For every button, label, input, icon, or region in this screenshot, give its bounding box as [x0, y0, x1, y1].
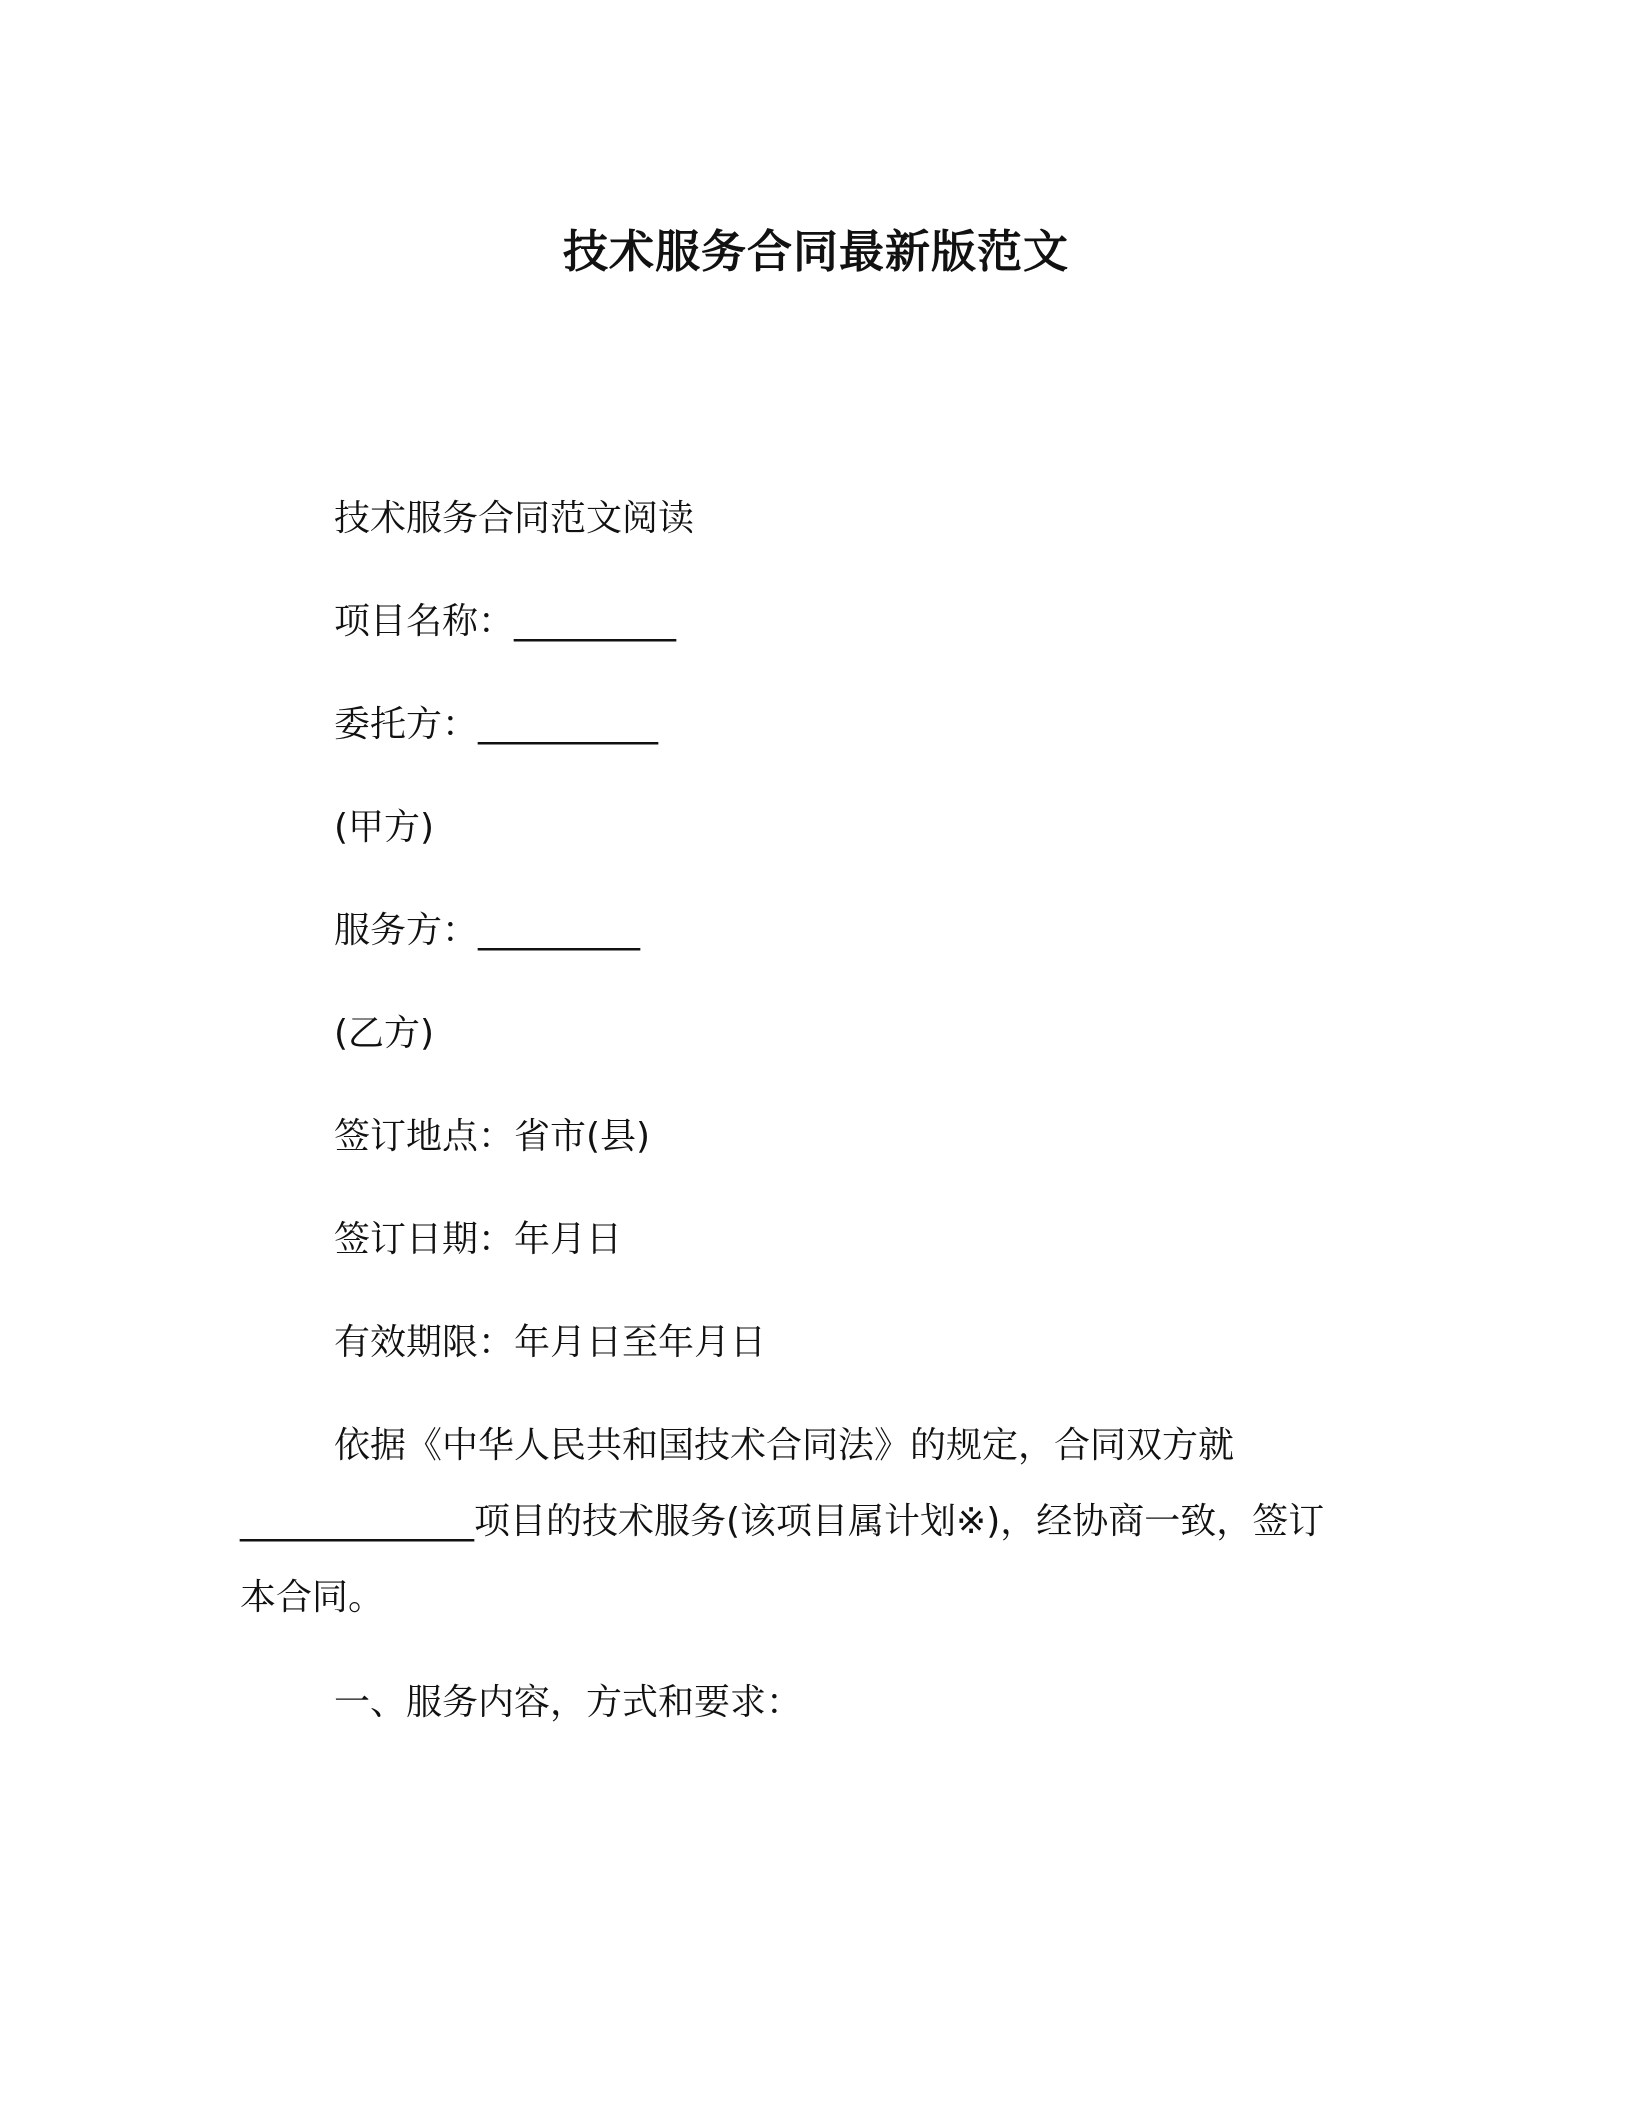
party-a-label: (甲方): [334, 807, 435, 848]
signing-date-field: 签订日期：年月日: [334, 1219, 623, 1260]
paragraph-line-1: 依据《中华人民共和国技术合同法》的规定，合同双方就: [334, 1425, 1235, 1466]
client-field: 委托方：__________: [334, 704, 659, 745]
signing-place-field: 签订地点：省市(县): [334, 1116, 651, 1157]
document-title: 技术服务合同最新版范文: [562, 225, 1069, 278]
section-heading: 一、服务内容，方式和要求：: [334, 1682, 803, 1723]
document-subtitle: 技术服务合同范文阅读: [334, 498, 695, 539]
validity-period-field: 有效期限：年月日至年月日: [334, 1322, 767, 1363]
party-b-label: (乙方): [334, 1013, 435, 1054]
paragraph-line-2: _____________项目的技术服务(该项目属计划※)，经协商一致，签订: [240, 1501, 1325, 1542]
paragraph-line-3: 本合同。: [240, 1577, 385, 1618]
project-name-field: 项目名称：_________: [334, 601, 677, 642]
service-provider-field: 服务方：_________: [334, 910, 641, 951]
